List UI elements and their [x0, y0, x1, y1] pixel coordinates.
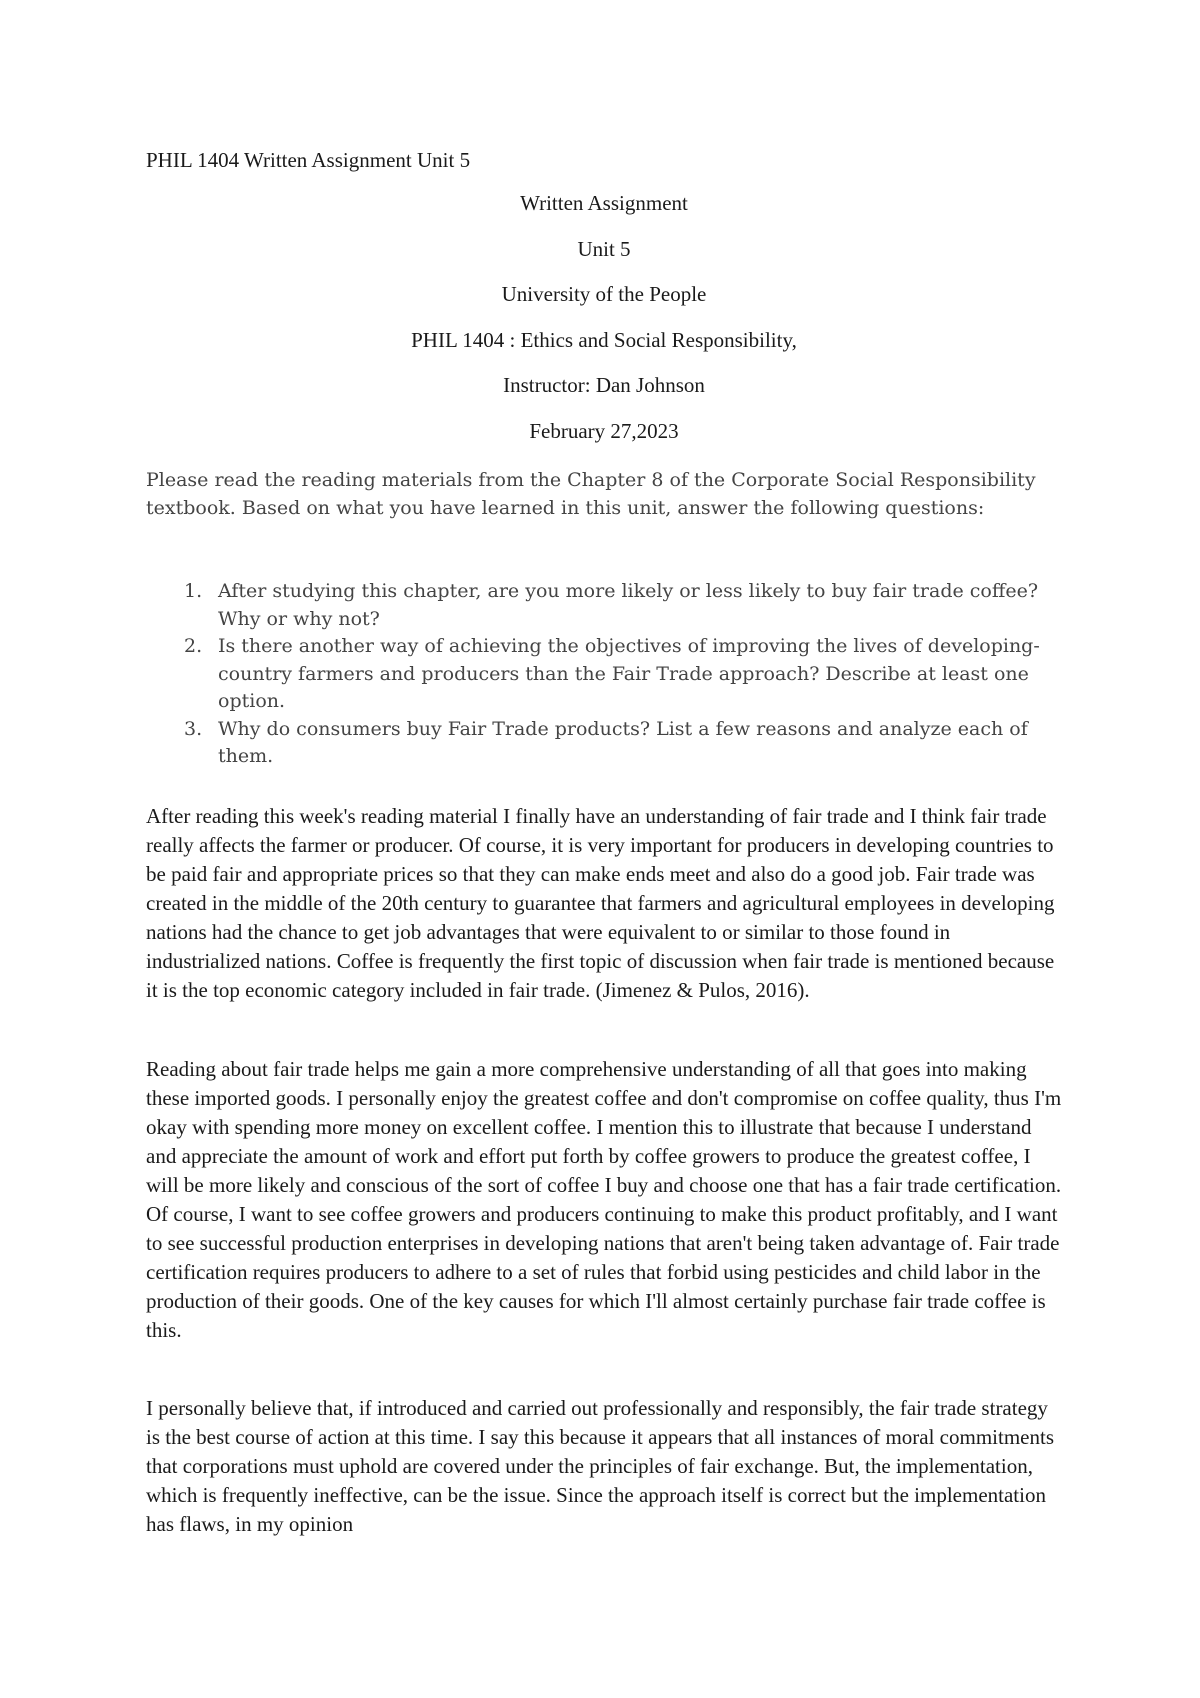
body-paragraph: Reading about fair trade helps me gain a more comprehensive understanding of all that goes into making these imported goods. I personally enjoy the greatest coffee and don't compromise on coffee quality, thus I'm okay with spending more money on excellent coffee. I mention this to illustrate that because I understand and appreciate the amount of work and effort put forth by coffee growers to produce the greatest coffee, I will be more likely and conscious of the sort of coffee I buy and choose one that has a fair trade certification. Of course, I want to see coffee growers and producers continuing to make this product profitably, and I want to see successful production enterprises in developing nations that aren't being taken advantage of. Fair trade certification requires producers to adhere to a set of rules that forbid using pesticides and child labor in the production of their goods. One of the key causes for which I'll almost certainly purchase fair trade coffee is this. — [146, 1057, 1062, 1342]
assignment-label: Written Assignment — [520, 191, 688, 215]
question-text: Is there another way of achieving the objectives of improving the lives of developing-country farmers and producers than the Fair Trade approach? Describe at least one option. — [218, 635, 1040, 712]
submission-date: February 27,2023 — [529, 418, 679, 443]
document-title: PHIL 1404 Written Assignment Unit 5 — [146, 148, 471, 172]
question-number: 3. — [184, 717, 203, 740]
unit-label: Unit 5 — [577, 236, 631, 261]
body-paragraph: After reading this week's reading material I finally have an understanding of fair trade and I think fair trade really affects the farmer or producer. Of course, it is very important for producers in developing countries to be paid fair and appropriate prices so that they can make ends meet and also do a good job. Fair trade was created in the middle of the 20th century to guarantee that farmers and agricultural employees in developing nations had the chance to get job advantages that were equivalent to or similar to those found in industrialized nations. Coffee is frequently the first topic of discussion when fair trade is mentioned because it is the top economic category included in fair trade. (Jimenez & Pulos, 2016). — [146, 804, 1055, 1002]
instructor-name: Instructor: Dan Johnson — [503, 373, 705, 397]
question-number: 1. — [184, 580, 203, 602]
university-name: University of the People — [501, 282, 707, 306]
body-paragraph: I personally believe that, if introduced and carried out professionally and responsibly, the fair trade strategy is the best course of action at this time. I say this because it appears that all instances of moral commitments that corporations must uphold are covered under the principles of fair exchange. But, the implementation, which is frequently ineffective, can be the issue. Since the approach itself is correct but the implementation has flaws, in my opinion — [146, 1396, 1055, 1536]
assignment-prompt: Please read the reading materials from the Chapter 8 of the Corporate Social Responsibility textbook. Based on what you have learned in this unit, answer the following questions: — [146, 469, 1036, 519]
question-text: After studying this chapter, are you more likely or less likely to buy fair trade coffee? Why or why not? — [218, 580, 1039, 630]
question-item — [146, 578, 1062, 633]
question-item — [146, 716, 1062, 771]
question-text: Why do consumers buy Fair Trade products? List a few reasons and analyze each of them. — [218, 717, 1028, 767]
question-list — [146, 578, 1062, 771]
question-item — [146, 633, 1062, 716]
cover-block — [146, 189, 1062, 462]
question-number: 2. — [184, 635, 203, 657]
course-name: PHIL 1404 : Ethics and Social Responsibility, — [411, 327, 797, 352]
